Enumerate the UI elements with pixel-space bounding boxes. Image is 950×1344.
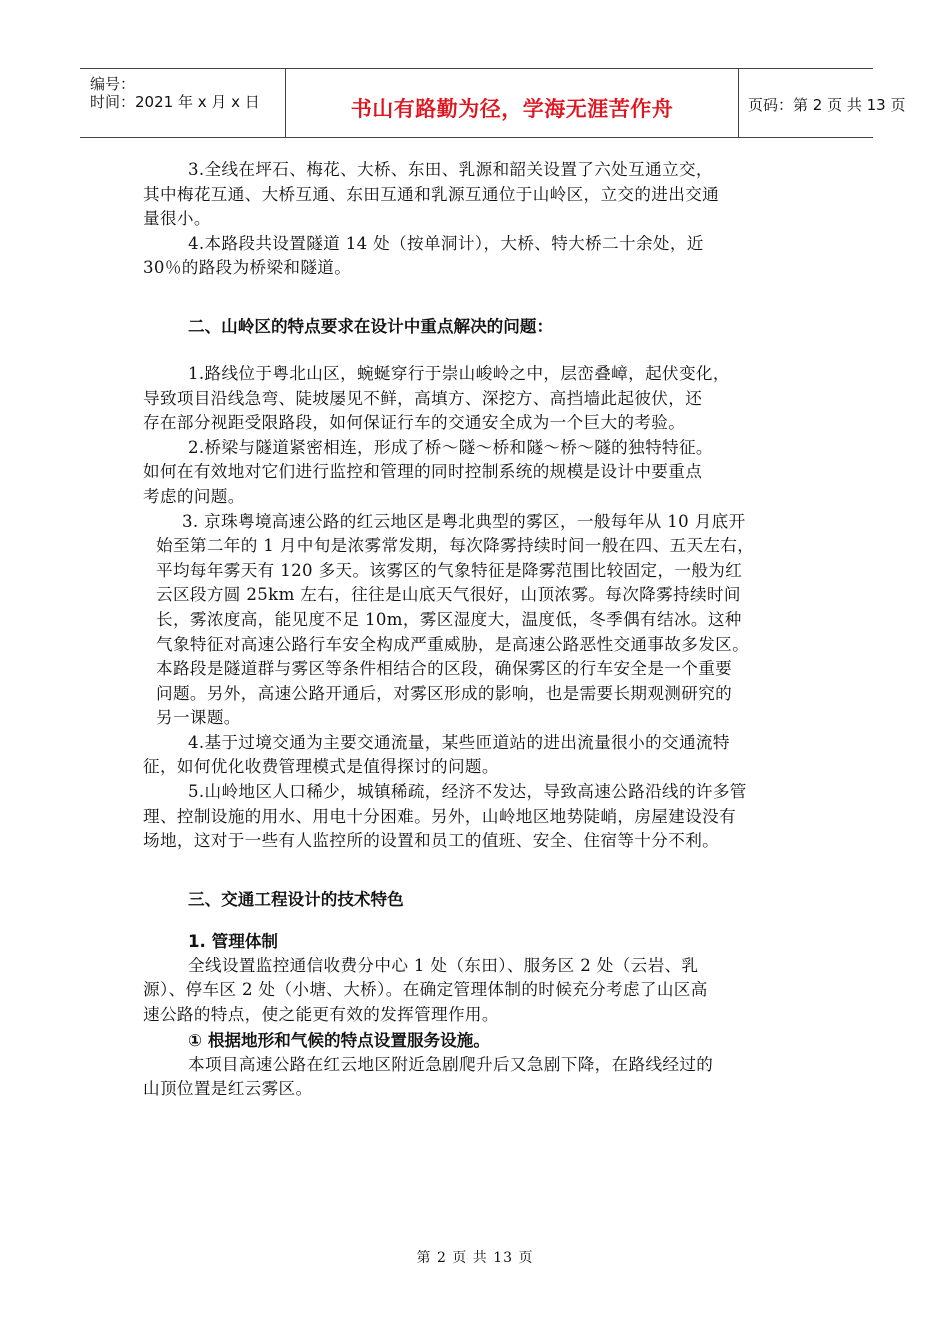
text-line: 导致项目沿线急弯、陡坡屡见不鲜，高填方、深挖方、高挡墙此起彼伏，还 bbox=[143, 388, 703, 408]
text-line: 问题。另外，高速公路开通后，对雾区形成的影响，也是需要长期观测研究的 bbox=[156, 683, 733, 703]
header-motto: 书山有路勤为径，学海无涯苦作舟 bbox=[350, 97, 674, 121]
section-heading-3: 三、交通工程设计的技术特色 bbox=[188, 889, 404, 909]
header-page-info: 页码：第 2 页 共 13 页 bbox=[748, 96, 906, 114]
text-line: 另一课题。 bbox=[156, 708, 241, 728]
text-line: 2.桥梁与隧道紧密相连，形成了桥～隧～桥和隧～桥～隧的独特特征。 bbox=[188, 437, 713, 457]
text-line: 山顶位置是红云雾区。 bbox=[143, 1079, 313, 1099]
document-number-label: 编号： bbox=[90, 75, 136, 93]
problem-2 bbox=[143, 436, 818, 510]
document-time-label: 时间：2021 年 x 月 x 日 bbox=[90, 93, 260, 111]
text-line: 5.山岭地区人口稀少，城镇稀疏，经济不发达，导致高速公路沿线的许多管 bbox=[188, 782, 747, 802]
page-header bbox=[80, 68, 906, 138]
text-line: 始至第二年的 1 月中旬是浓雾常发期，每次降雾持续时间一般在四、五天左右， bbox=[156, 536, 755, 556]
text-line: 速公路的特点，使之能更有效的发挥管理作用。 bbox=[143, 1005, 499, 1025]
text-line: 征，如何优化收费管理模式是值得探讨的问题。 bbox=[143, 757, 499, 777]
text-line: 源）、停车区 2 处（小塘、大桥）。在确定管理体制的时候充分考虑了山区高 bbox=[143, 980, 708, 1000]
text-line: 1.路线位于粤北山区，蜿蜒穿行于崇山峻岭之中，层峦叠嶂，起伏变化， bbox=[188, 363, 730, 383]
management-paragraph bbox=[143, 954, 818, 1028]
subheading-service-facilities: ① 根据地形和气候的特点设置服务设施。 bbox=[188, 1030, 490, 1050]
text-line: 其中梅花互通、大桥互通、东田互通和乳源互通位于山岭区，立交的进出交通 bbox=[143, 184, 720, 204]
text-line: 如何在有效地对它们进行监控和管理的同时控制系统的规模是设计中要重点 bbox=[143, 462, 703, 482]
text-line: 理、控制设施的用水、用电十分困难。另外，山岭地区地势陡峭，房屋建设没有 bbox=[143, 806, 737, 826]
text-line: 平均每年雾天有 120 多天。该雾区的气象特征是降雾范围比较固定，一般为红 bbox=[156, 560, 743, 580]
header-meta-cell bbox=[80, 69, 285, 137]
paragraph-4 bbox=[143, 232, 818, 281]
text-line: 场地，这对于一些有人监控所的设置和员工的值班、安全、住宿等十分不利。 bbox=[143, 831, 720, 851]
text-line: 4.本路段共设置隧道 14 处（按单洞计），大桥、特大桥二十余处，近 bbox=[188, 233, 704, 253]
text-line: 气象特征对高速公路行车安全构成严重威胁，是高速公路恶性交通事故多发区。 bbox=[156, 634, 750, 654]
page-footer: 第 2 页 共 13 页 bbox=[416, 1250, 534, 1266]
paragraph-3 bbox=[143, 158, 818, 232]
text-line: 本路段是隧道群与雾区等条件相结合的区段，确保雾区的行车安全是一个重要 bbox=[156, 659, 733, 679]
problem-4 bbox=[143, 731, 818, 780]
text-line: 量很小。 bbox=[143, 209, 211, 229]
text-line: 本项目高速公路在红云地区附近急剧爬升后又急剧下降，在路线经过的 bbox=[188, 1054, 714, 1074]
text-line: 4.基于过境交通为主要交通流量，某些匝道站的进出流量很小的交通流特 bbox=[188, 732, 730, 752]
problem-1 bbox=[143, 362, 818, 436]
text-line: 全线设置监控通信收费分中心 1 处（东田）、服务区 2 处（云岩、乳 bbox=[188, 955, 699, 975]
document-body bbox=[143, 158, 818, 1102]
header-page-cell bbox=[738, 69, 906, 137]
text-line: 存在部分视距受限路段，如何保证行车的交通安全成为一个巨大的考验。 bbox=[143, 413, 686, 433]
problem-5 bbox=[143, 780, 818, 854]
section-heading-2: 二、山岭区的特点要求在设计中重点解决的问题： bbox=[188, 316, 554, 336]
service-paragraph bbox=[143, 1053, 818, 1102]
text-line: 30％的路段为桥梁和隧道。 bbox=[143, 258, 352, 278]
text-line: 3.全线在坪石、梅花、大桥、东田、乳源和韶关设置了六处互通立交， bbox=[188, 160, 713, 179]
text-line: 考虑的问题。 bbox=[143, 486, 245, 506]
header-motto-cell bbox=[285, 69, 739, 137]
text-line: 长，雾浓度高，能见度不足 10m，雾区湿度大，温度低，冬季偶有结冰。这种 bbox=[156, 609, 742, 629]
subheading-management: 1. 管理体制 bbox=[188, 931, 279, 951]
text-line: 3. 京珠粤境高速公路的红云地区是粤北典型的雾区，一般每年从 10 月底开 bbox=[182, 511, 746, 531]
text-line: 云区段方圆 25km 左右，往往是山底天气很好，山顶浓雾。每次降雾持续时间 bbox=[156, 585, 741, 605]
problem-3 bbox=[156, 510, 818, 731]
